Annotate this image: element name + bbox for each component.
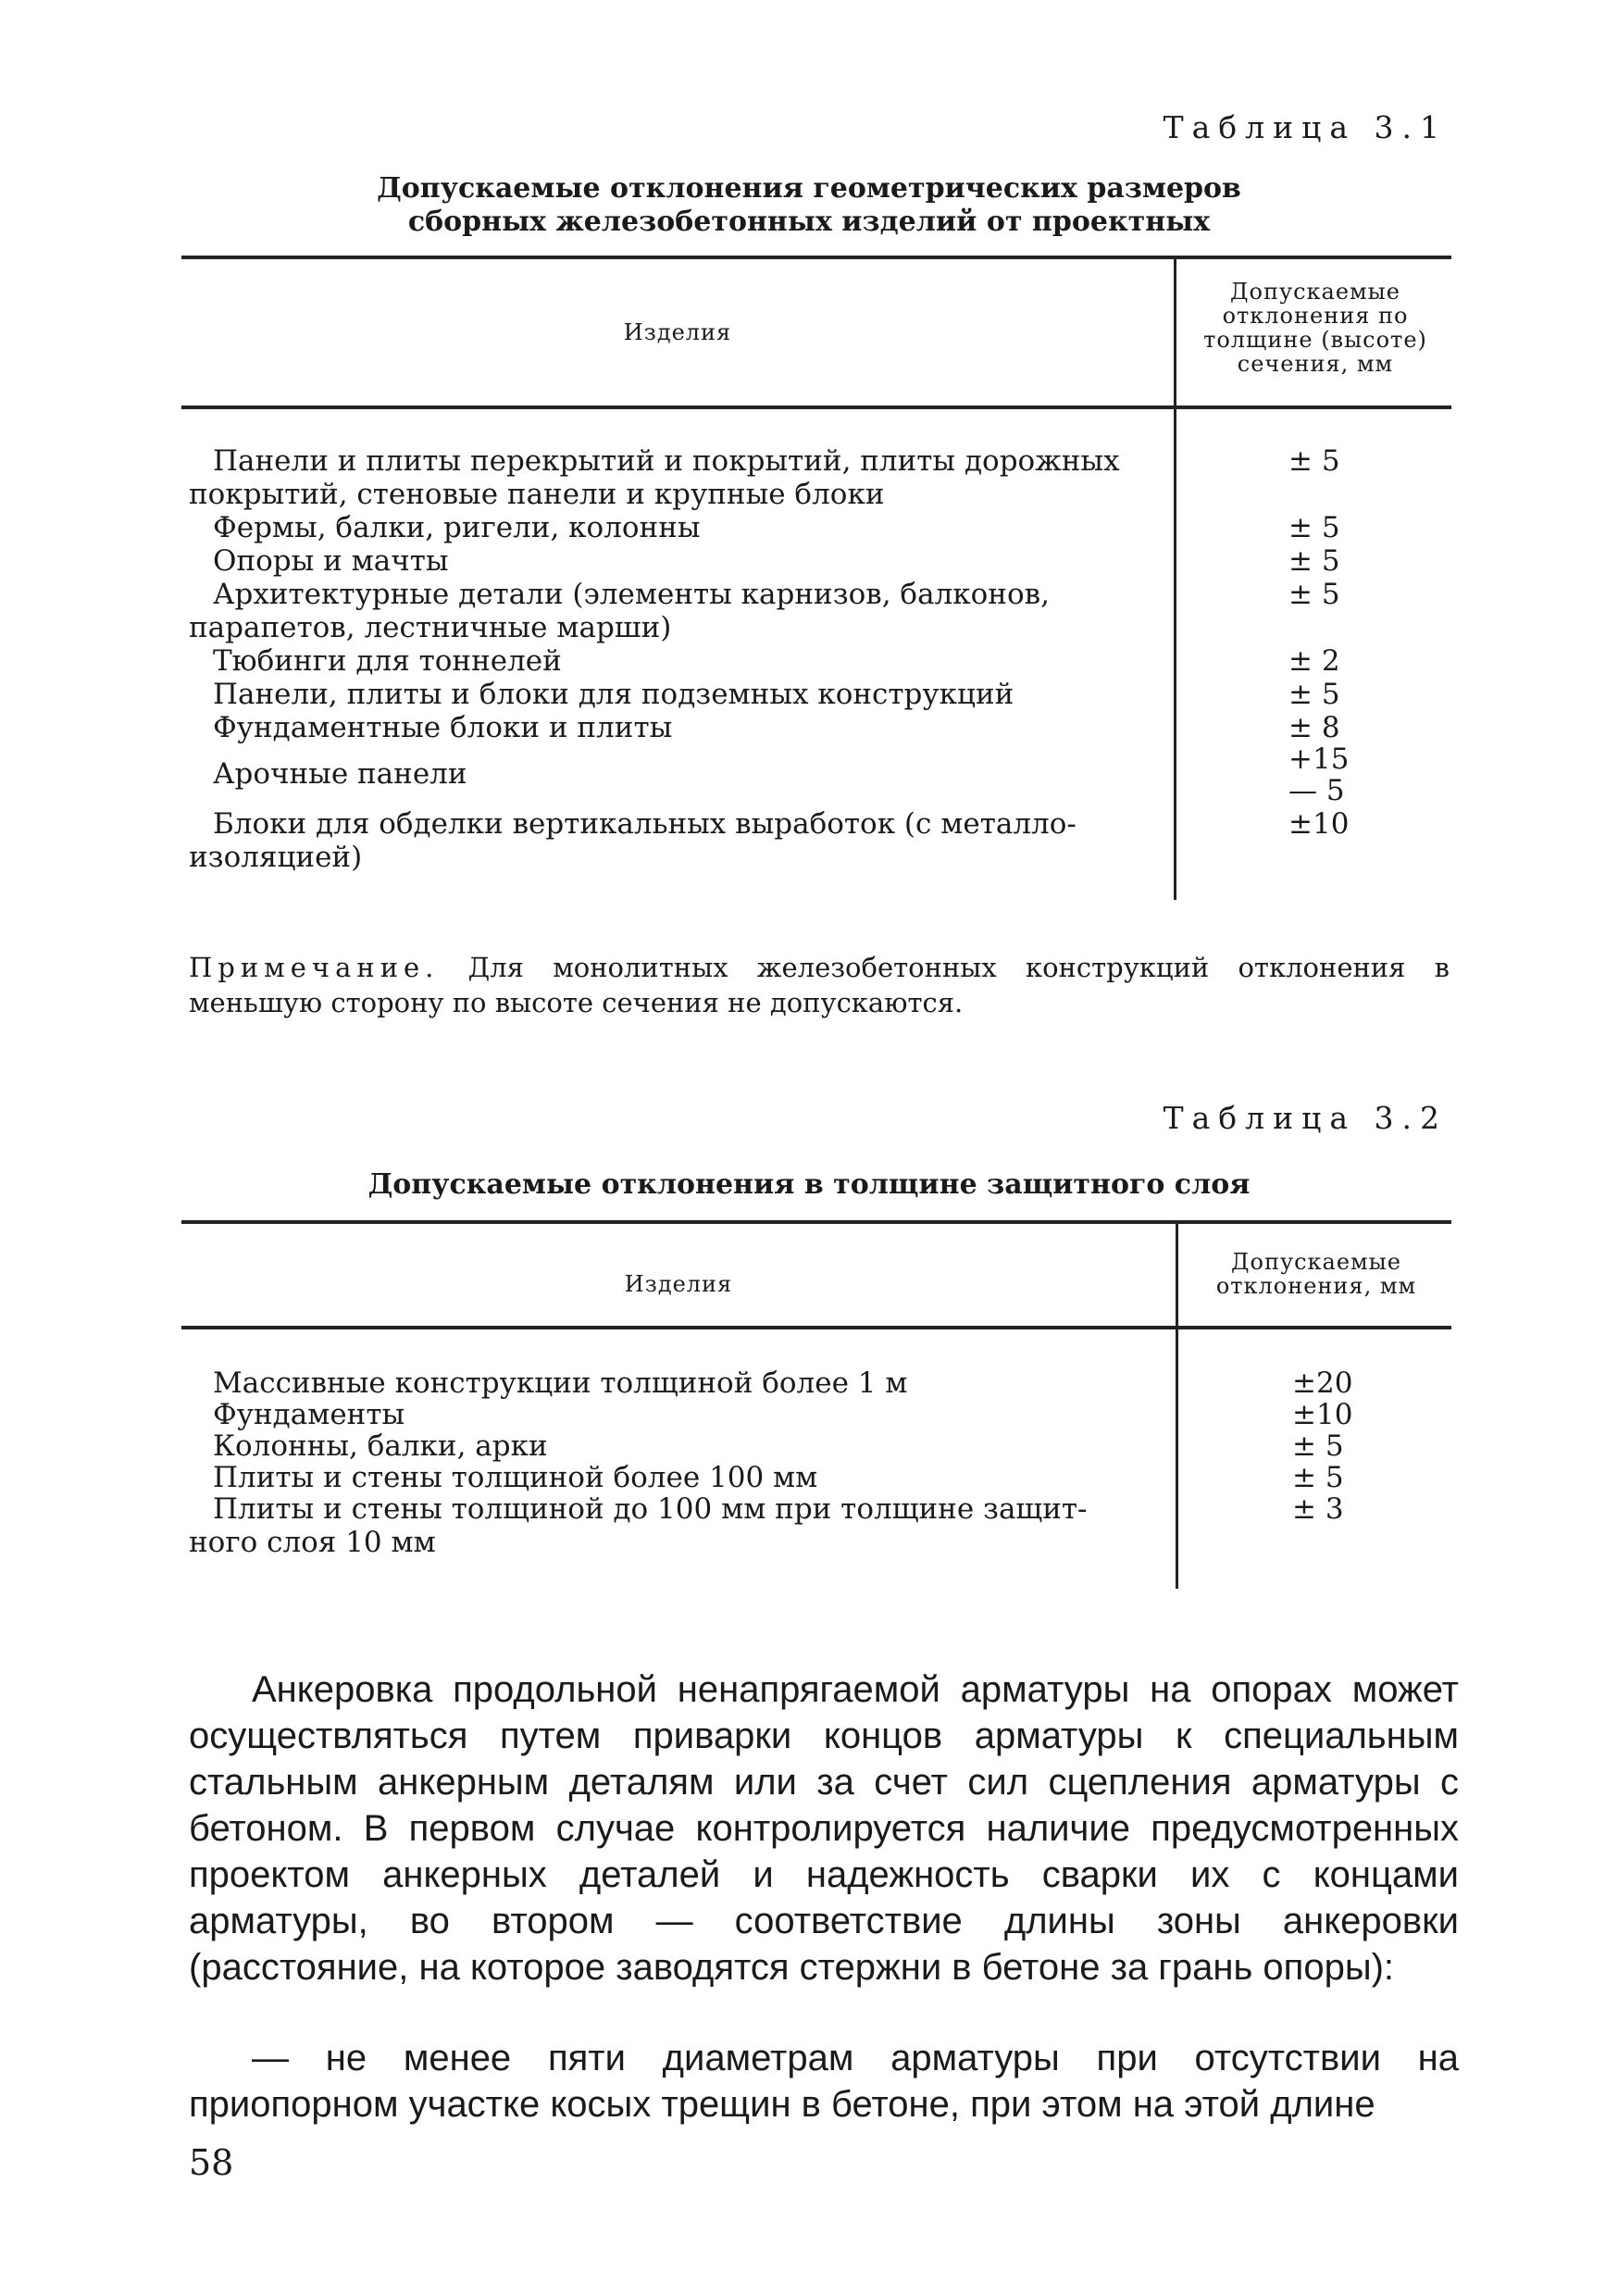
table-3-2-header-rule <box>181 1326 1451 1329</box>
table-3-1-row-text: покрытий, стеновые панели и крупные блоки <box>189 478 885 511</box>
table-3-1-top-rule <box>181 256 1451 259</box>
table-3-1-value: ± 5 <box>1288 511 1340 544</box>
table-3-1-value: ±10 <box>1288 807 1350 841</box>
table-3-1-row-text: Тюбинги для тоннелей <box>213 644 562 678</box>
table-3-1-row-text: Панели, плиты и блоки для подземных конструкций <box>213 678 1014 711</box>
table-3-2-value: ± 3 <box>1292 1492 1344 1526</box>
table-3-2-column-divider <box>1176 1224 1178 1589</box>
page-number: 58 <box>189 2142 234 2183</box>
table-3-1-row-text: изоляцией) <box>189 841 363 874</box>
note-label: Примечание. <box>189 952 440 983</box>
table-3-1-title-line-1: Допускаемые отклонения геометрических размеров <box>377 172 1241 205</box>
table-3-2-row-text: Плиты и стены толщиной более 100 мм <box>213 1461 818 1494</box>
header-line: Допускаемые <box>1229 279 1400 305</box>
table-3-2-header-deviation <box>1181 1250 1451 1298</box>
table-3-1-value: +15 <box>1288 742 1350 776</box>
table-3-1-value: ± 5 <box>1288 444 1340 478</box>
table-3-1-header-deviation <box>1179 280 1451 376</box>
table-3-1-value: ± 5 <box>1288 678 1340 711</box>
table-3-1-column-divider <box>1174 259 1176 900</box>
table-3-1-header-items: Изделия <box>623 319 732 345</box>
table-3-1-value: ± 8 <box>1288 711 1340 744</box>
table-3-2-value: ± 5 <box>1292 1429 1344 1463</box>
table-3-1-title-line-2: сборных железобетонных изделий от проектных <box>407 206 1211 238</box>
table-3-2-title: Допускаемые отклонения в толщине защитного слоя <box>367 1168 1251 1201</box>
table-3-2-row-text: Плиты и стены толщиной до 100 мм при толщине защит- <box>213 1492 1088 1526</box>
table-3-2-header-items: Изделия <box>624 1271 733 1297</box>
table-3-1-row-text: Панели и плиты перекрытий и покрытий, плиты дорожных <box>213 444 1120 478</box>
table-3-2-row-text: Фундаменты <box>213 1398 405 1431</box>
note-text: Для монолитных железобетонных конструкций отклонения в меньшую сторону по высоте сечения не допускаются. <box>189 952 1450 1018</box>
body-paragraph-1: Анкеровка продольной ненапрягаемой арматуры на опорах может осуществляться путем приварки концов арматуры к специальным стальным анкерным деталям или за счет сил сцепления арматуры с бетоном. В первом случае контролируется наличие предусмотренных проектом анкерных деталей и надежность сварки их с концами арматуры, во втором — соответствие длины зоны анкеровки (расстояние, на которое заводятся стержни в бетоне за грань опоры): <box>189 1669 1459 1988</box>
table-3-2-label: Таблица 3.2 <box>1163 1100 1448 1136</box>
table-3-2-row-text: ного слоя 10 мм <box>189 1526 436 1559</box>
header-line: сечения, мм <box>1237 351 1394 377</box>
table-3-1-row-text: Блоки для обделки вертикальных выработок (с металло- <box>213 807 1077 841</box>
table-3-2-row-text: Колонны, балки, арки <box>213 1429 548 1463</box>
table-3-1-row-text: Фермы, балки, ригели, колонны <box>213 511 701 544</box>
table-3-2-top-rule <box>181 1220 1451 1224</box>
table-3-1-value: ± 5 <box>1288 578 1340 611</box>
table-3-2-value: ±10 <box>1292 1398 1353 1431</box>
body-paragraph-2: — не менее пяти диаметрам арматуры при отсутствии на приопорном участке косых трещин в бетоне, при этом на этой длине <box>189 2038 1459 2125</box>
table-3-1-header-rule <box>181 406 1451 409</box>
table-3-1-note <box>189 950 1450 1020</box>
header-line: отклонения, мм <box>1215 1273 1417 1299</box>
table-3-1-row-text: Архитектурные детали (элементы карнизов, балконов, <box>213 578 1050 611</box>
table-3-1-value: — 5 <box>1288 774 1345 807</box>
header-line: Допускаемые <box>1230 1249 1401 1275</box>
table-3-2-value: ±20 <box>1292 1366 1353 1400</box>
header-line: отклонения по <box>1222 303 1409 329</box>
table-3-2-value: ± 5 <box>1292 1461 1344 1494</box>
table-3-1-row-text: Опоры и мачты <box>213 544 449 578</box>
table-3-1-label: Таблица 3.1 <box>1163 109 1448 145</box>
table-3-1-value: ± 2 <box>1288 644 1340 678</box>
table-3-2-row-text: Массивные конструкции толщиной более 1 м <box>213 1366 908 1400</box>
table-3-1-value: ± 5 <box>1288 544 1340 578</box>
table-3-1-row-text: парапетов, лестничные марши) <box>189 611 672 644</box>
table-3-1-row-text: Фундаментные блоки и плиты <box>213 711 673 744</box>
header-line: толщине (высоте) <box>1203 327 1427 353</box>
table-3-1-row-text: Арочные панели <box>213 757 467 791</box>
